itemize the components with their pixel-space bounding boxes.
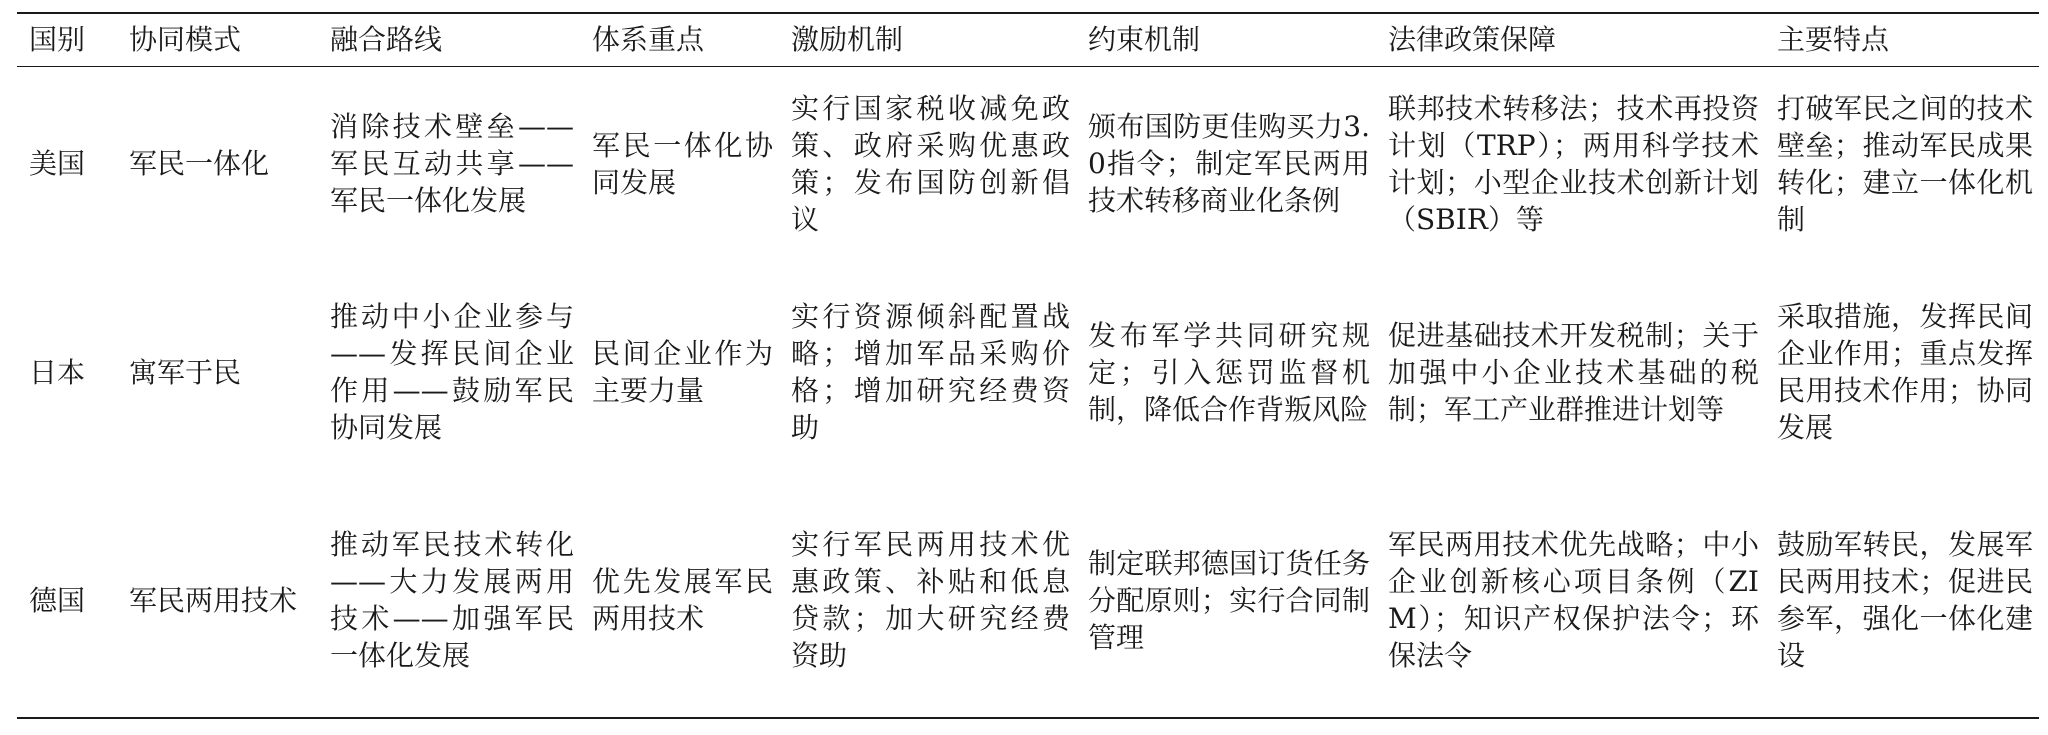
cell-incentive: 实行资源倾斜配置战略；增加军品采购价格；增加研究经费资助	[791, 300, 1070, 444]
header-row	[17, 13, 2039, 66]
cell-constraint: 颁布国防更佳购买力3.0指令；制定军民两用技术转移商业化条例	[1088, 110, 1370, 218]
header-country: 国别	[17, 13, 117, 66]
cell-mode: 寓军于民	[129, 355, 242, 389]
cell-mode: 军民一体化	[129, 147, 270, 181]
table-row	[17, 66, 2039, 261]
cell-focus: 民间企业作为主要力量	[592, 337, 773, 407]
table-row	[17, 483, 2039, 718]
table-header	[17, 13, 2039, 66]
cell-focus: 优先发展军民两用技术	[580, 483, 779, 718]
header-features: 主要特点	[1765, 13, 2039, 66]
cell-country: 日本	[29, 355, 86, 389]
cell-features: 鼓励军转民，发展军民两用技术；促进民参军，强化一体化建设	[1765, 483, 2039, 718]
table-row	[17, 261, 2039, 483]
header-constraint: 约束机制	[1076, 13, 1376, 66]
cell-country: 美国	[29, 147, 86, 181]
cell-incentive: 实行国家税收减免政策、政府采购优惠政策；发布国防创新倡议	[791, 91, 1070, 236]
cell-mode: 军民两用技术	[117, 483, 318, 718]
cell-features: 采取措施，发挥民间企业作用；重点发挥民用技术作用；协同发展	[1777, 300, 2033, 444]
cell-incentive: 实行军民两用技术优惠政策、补贴和低息贷款；加大研究经费资助	[779, 483, 1076, 718]
cell-route: 推动中小企业参与——发挥民间企业作用——鼓励军民协同发展	[330, 300, 574, 444]
cell-law: 促进基础技术开发税制；关于加强中小企业技术基础的税制；军工产业群推进计划等	[1388, 318, 1759, 426]
cell-route: 消除技术壁垒——军民互动共享——军民一体化发展	[330, 110, 574, 218]
header-focus: 体系重点	[580, 13, 779, 66]
comparison-table	[17, 12, 2039, 719]
cell-focus: 军民一体化协同发展	[592, 128, 773, 199]
header-law: 法律政策保障	[1376, 13, 1765, 66]
cell-route: 推动军民技术转化——大力发展两用技术——加强军民一体化发展	[318, 483, 580, 718]
header-incentive: 激励机制	[779, 13, 1076, 66]
cell-constraint: 发布军学共同研究规定；引入惩罚监督机制，降低合作背叛风险	[1088, 318, 1370, 426]
header-route: 融合路线	[318, 13, 580, 66]
table-body	[17, 66, 2039, 718]
header-mode: 协同模式	[117, 13, 318, 66]
cell-features: 打破军民之间的技术壁垒；推动军民成果转化；建立一体化机制	[1777, 91, 2033, 236]
cell-country: 德国	[17, 483, 117, 718]
cell-constraint: 制定联邦德国订货任务分配原则；实行合同制管理	[1076, 483, 1376, 718]
cell-law: 联邦技术转移法；技术再投资计划（TRP）；两用科学技术计划；小型企业技术创新计划（SBIR）等	[1388, 91, 1759, 236]
cell-law: 军民两用技术优先战略；中小企业创新核心项目条例（ZIM）；知识产权保护法令；环保法令	[1376, 483, 1765, 718]
